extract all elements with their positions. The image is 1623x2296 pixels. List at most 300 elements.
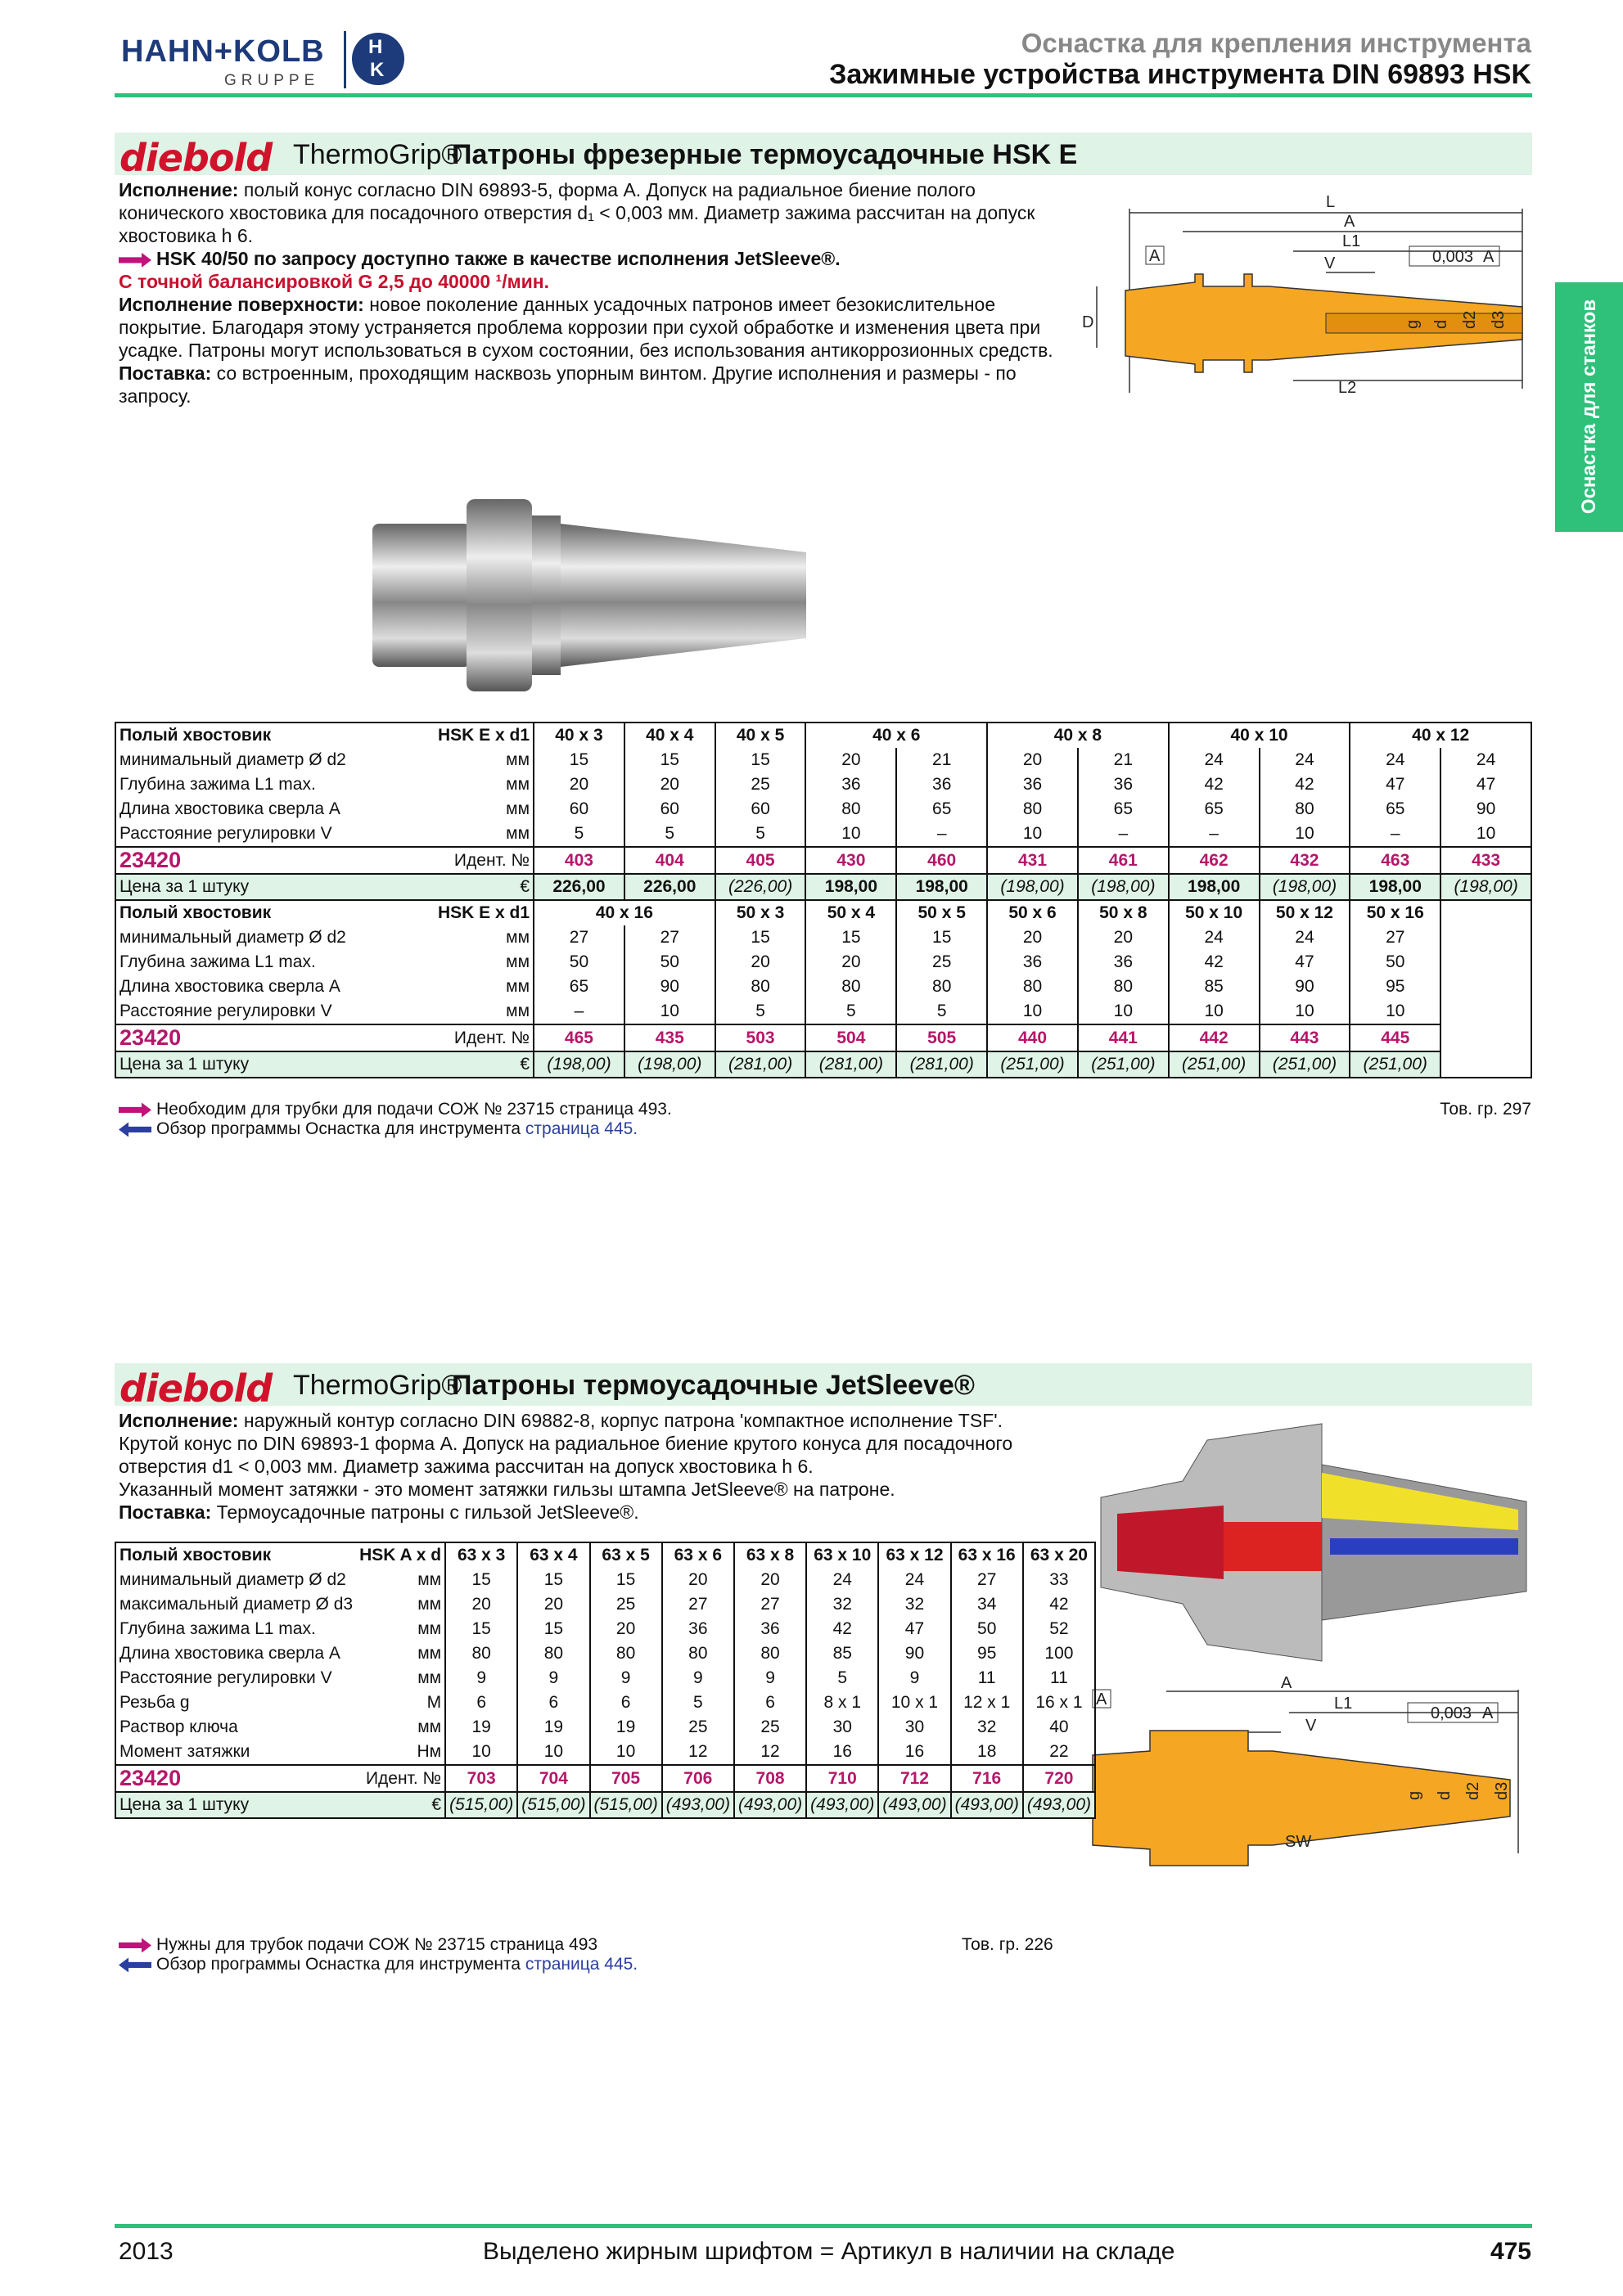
ident-number: 712 (878, 1765, 950, 1792)
table-cell: 27 (662, 1592, 734, 1617)
table-cell: 80 (1078, 975, 1169, 999)
column-header: 63 x 8 (734, 1542, 806, 1568)
ident-number: 461 (1078, 847, 1169, 874)
row-unit: мм (506, 775, 530, 794)
table-row (115, 1617, 1095, 1641)
p1-text: полый конус согласно DIN 69893-5, форма А. Допуск на радиальное биение полого конического хвостовика для посадочного отверстия d₁ < 0,003 мм. Диаметр зажима рассчитан на допуск хвостовика h 6. (119, 179, 1035, 246)
ident-number: 432 (1260, 847, 1350, 874)
table-cell: 24 (1440, 748, 1531, 772)
row-label: Расстояние регулировки V (119, 824, 332, 843)
table-cell: 20 (987, 748, 1078, 772)
section2-group: Тов. гр. 226 (962, 1935, 1053, 1954)
table-cell: 19 (445, 1715, 517, 1740)
table-cell: 20 (517, 1592, 589, 1617)
section2-note2 (119, 1955, 638, 1974)
table-cell: 6 (590, 1690, 662, 1715)
table-cell: 42 (1023, 1592, 1095, 1617)
table-cell: 15 (715, 925, 806, 950)
arrow-left-icon (119, 1122, 151, 1137)
article-number: 23420 (115, 847, 409, 874)
table-cell: 80 (715, 975, 806, 999)
table-row (115, 925, 1531, 950)
table-cell: 24 (1260, 748, 1350, 772)
table-cell: 15 (805, 925, 896, 950)
ident-number: 705 (590, 1765, 662, 1792)
column-header: 50 x 8 (1078, 900, 1169, 925)
table-cell: 8 x 1 (806, 1690, 878, 1715)
table-cell: 10 (1260, 822, 1350, 847)
table-cell: 47 (1260, 950, 1350, 975)
table-cell: 80 (987, 797, 1078, 822)
price-value: (198,00) (624, 1051, 715, 1078)
table-cell: 15 (590, 1568, 662, 1592)
price-value: 198,00 (1350, 874, 1440, 900)
row-label: Глубина зажима L1 max. (119, 1619, 316, 1638)
table-cell: 60 (534, 797, 624, 822)
thermogrip-logo: ThermoGrip® (293, 1370, 462, 1401)
row-label: максимальный диаметр Ø d3 (119, 1595, 354, 1614)
page-number: 475 (1490, 2238, 1531, 2265)
column-header: 63 x 4 (517, 1542, 589, 1568)
table-row (115, 822, 1531, 847)
price-value: (198,00) (1440, 874, 1531, 900)
price-label: Цена за 1 штуку (115, 1792, 356, 1818)
table-cell: 80 (590, 1641, 662, 1666)
table-row (115, 748, 1531, 772)
price-value: 226,00 (624, 874, 715, 900)
section1-description (119, 178, 1060, 407)
table-cell: 18 (951, 1740, 1023, 1765)
ident-label: Идент. № (356, 1765, 445, 1792)
note2-text: Обзор программы Оснастка для инструмента (156, 1955, 521, 1974)
table-cell: 80 (805, 975, 896, 999)
price-value: (515,00) (445, 1792, 517, 1818)
diebold-logo: diebold (119, 1366, 273, 1411)
table-cell: 9 (590, 1666, 662, 1690)
currency: € (409, 874, 534, 900)
tolerance: 0,003 (1431, 1704, 1472, 1722)
empty-cell (1440, 900, 1531, 1078)
table-cell: 36 (896, 772, 987, 797)
table-cell: 52 (1023, 1617, 1095, 1641)
table-cell: 32 (878, 1592, 950, 1617)
p1-text: наружный контур согласно DIN 69882-8, корпус патрона 'компактное исполнение TSF'. Крутой конус по DIN 69893-1 форма А. Допуск на радиальное биение крутого конуса для посадочного отверстия d1 < 0,003 мм. Диаметр зажима рассчитан на допуск хвостовика h 6. (119, 1410, 1013, 1477)
table-cell: 10 (624, 999, 715, 1024)
row-label: минимальный диаметр Ø d2 (119, 750, 346, 769)
ident-label: Идент. № (409, 1024, 534, 1051)
table-cell: 65 (1169, 797, 1260, 822)
page-category: Оснастка для крепления инструмента (1021, 28, 1531, 58)
column-header: 40 x 6 (805, 723, 987, 748)
section1-header (115, 133, 1532, 180)
table-cell: 32 (951, 1715, 1023, 1740)
price-value: (198,00) (987, 874, 1078, 900)
p4-label: Исполнение поверхности: (119, 294, 364, 315)
table-row (115, 1568, 1095, 1592)
row-unit: мм (417, 1668, 442, 1687)
price-value: (515,00) (590, 1792, 662, 1818)
dim-d2: d2 (1461, 310, 1479, 329)
tolerance: 0,003 (1432, 248, 1474, 266)
column-header: 50 x 5 (896, 900, 987, 925)
table-cell: 80 (896, 975, 987, 999)
table-cell: 20 (590, 1617, 662, 1641)
p3-text: Термоусадочные патроны с гильзой JetSleeve®. (216, 1501, 639, 1523)
ident-number: 720 (1023, 1765, 1095, 1792)
table-row (115, 1641, 1095, 1666)
ident-number: 708 (734, 1765, 806, 1792)
table-cell: 80 (517, 1641, 589, 1666)
table-row (115, 874, 1531, 900)
table-cell: 9 (878, 1666, 950, 1690)
ident-number: 716 (951, 1765, 1023, 1792)
table-cell: 36 (662, 1617, 734, 1641)
table-cell: 24 (806, 1568, 878, 1592)
table-cell: 60 (624, 797, 715, 822)
shrink-chuck-image (372, 491, 814, 704)
column-header: 63 x 5 (590, 1542, 662, 1568)
table-cell: – (1169, 822, 1260, 847)
table-cell: 36 (987, 772, 1078, 797)
table-cell: 100 (1023, 1641, 1095, 1666)
section2-description (119, 1409, 1060, 1524)
dim-L1: L1 (1334, 1695, 1353, 1713)
table-cell: 10 (987, 822, 1078, 847)
row-unit: HSK E x d1 (409, 900, 534, 925)
table-cell: 50 (1350, 950, 1440, 975)
price-value: (493,00) (734, 1792, 806, 1818)
table-cell: – (896, 822, 987, 847)
brand-sub: GRUPPE (224, 72, 320, 89)
column-header: 50 x 6 (987, 900, 1078, 925)
table-cell: 36 (734, 1617, 806, 1641)
row-label: Расстояние регулировки V (119, 1668, 332, 1687)
table-cell: 15 (517, 1617, 589, 1641)
row-label: Полый хвостовик (115, 1542, 356, 1568)
row-unit: Нм (417, 1742, 442, 1761)
section2-note1 (119, 1935, 597, 1955)
table-row (115, 723, 1531, 748)
dim-L2: L2 (1338, 379, 1357, 397)
table-cell: 24 (1260, 925, 1350, 950)
price-value: (493,00) (878, 1792, 950, 1818)
table-cell: 65 (1078, 797, 1169, 822)
column-header: 40 x 12 (1350, 723, 1531, 748)
ident-number: 462 (1169, 847, 1260, 874)
table-cell: 65 (1350, 797, 1440, 822)
table-cell: 5 (805, 999, 896, 1024)
p4-text: новое поколение данных усадочных патронов имеет безокислительное покрытие. Благодаря этому устраняется проблема коррозии при сухой обработке и изменения цвета при усадке. Патроны могут использоваться в сухом состоянии, без использования антикоррозионных средств. (119, 294, 1053, 361)
table-cell: – (1078, 822, 1169, 847)
row-label: Длина хвостовика сверла А (119, 977, 340, 996)
ident-number: 442 (1169, 1024, 1260, 1051)
row-unit: мм (506, 750, 530, 769)
dim-L: L (1326, 193, 1336, 211)
hahn-kolb-logo (121, 31, 416, 88)
side-tab (1555, 282, 1623, 532)
table-cell: 15 (517, 1568, 589, 1592)
table-cell: 25 (662, 1715, 734, 1740)
ident-number: 503 (715, 1024, 806, 1051)
table-cell: 10 (590, 1740, 662, 1765)
table-cell: 90 (878, 1641, 950, 1666)
table-cell: 20 (987, 925, 1078, 950)
table-cell: 27 (1350, 925, 1440, 950)
ident-number: 703 (445, 1765, 517, 1792)
jetsleeve-cutaway-image (1084, 1416, 1543, 1669)
price-value: (251,00) (1169, 1051, 1260, 1078)
ident-number: 403 (534, 847, 624, 874)
ident-number: 433 (1440, 847, 1531, 874)
p1-label: Исполнение: (119, 179, 239, 200)
price-value: (198,00) (1260, 874, 1350, 900)
table-cell: 30 (878, 1715, 950, 1740)
note1-text: Нужны для трубок подачи СОЖ № 23715 страница 493 (156, 1935, 598, 1954)
logo-divider (344, 31, 346, 88)
table-cell: 20 (805, 950, 896, 975)
price-value: (251,00) (1078, 1051, 1169, 1078)
ident-number: 405 (715, 847, 806, 874)
price-label: Цена за 1 штуку (115, 1051, 409, 1078)
table-cell: 24 (1169, 925, 1260, 950)
dim-SW: SW (1285, 1833, 1312, 1851)
table-cell: – (534, 999, 624, 1024)
table-cell: 22 (1023, 1740, 1095, 1765)
table-cell: 6 (445, 1690, 517, 1715)
table-cell: 20 (1078, 925, 1169, 950)
table-cell: 42 (1169, 772, 1260, 797)
column-header: 40 x 10 (1169, 723, 1350, 748)
table-cell: 20 (734, 1568, 806, 1592)
section1-table (115, 722, 1532, 1078)
row-unit: мм (417, 1619, 442, 1638)
diebold-logo: diebold (119, 136, 273, 180)
table-cell: 5 (662, 1690, 734, 1715)
dim-d: d (1436, 1790, 1454, 1800)
ident-number: 431 (987, 847, 1078, 874)
ref-box-a: A (1096, 1690, 1107, 1708)
currency: € (409, 1051, 534, 1078)
currency: € (356, 1792, 445, 1818)
ident-number: 435 (624, 1024, 715, 1051)
table-cell: 5 (806, 1666, 878, 1690)
ident-number: 465 (534, 1024, 624, 1051)
column-header: 63 x 16 (951, 1542, 1023, 1568)
price-value: 198,00 (1169, 874, 1260, 900)
table-cell: 24 (1350, 748, 1440, 772)
hk-emblem-icon (352, 33, 404, 85)
section1-note1 (119, 1100, 672, 1119)
column-header: 50 x 12 (1260, 900, 1350, 925)
row-unit: HSK E x d1 (409, 723, 534, 748)
column-header: 40 x 4 (624, 723, 715, 748)
section2-table (115, 1542, 1096, 1819)
p1-label: Исполнение: (119, 1410, 239, 1431)
table-cell: 16 (806, 1740, 878, 1765)
table-cell: 21 (896, 748, 987, 772)
price-value: 198,00 (896, 874, 987, 900)
arrow-right-icon (119, 1102, 151, 1117)
table-cell: 16 (878, 1740, 950, 1765)
p5-text: со встроенным, проходящим насквозь упорным винтом. Другие исполнения и размеры - по запросу. (119, 362, 1017, 407)
row-label: минимальный диаметр Ø d2 (119, 1570, 346, 1589)
dim-d: d (1432, 319, 1450, 329)
row-label: Расстояние регулировки V (119, 1002, 332, 1020)
row-unit: мм (506, 928, 530, 947)
dim-d3: d3 (1490, 310, 1508, 329)
p3-label: Поставка: (119, 1501, 212, 1523)
ident-number: 430 (805, 847, 896, 874)
row-unit: мм (506, 1002, 530, 1020)
article-number: 23420 (115, 1765, 356, 1792)
dim-g: g (1405, 1790, 1423, 1800)
side-tab-label: Оснастка для станков (1578, 299, 1600, 515)
table-cell: 40 (1023, 1715, 1095, 1740)
price-value: (251,00) (1260, 1051, 1350, 1078)
price-value: (281,00) (715, 1051, 806, 1078)
table-cell: 95 (1350, 975, 1440, 999)
table-row (115, 999, 1531, 1024)
table-row (115, 772, 1531, 797)
price-value: (493,00) (1023, 1792, 1095, 1818)
dim-d3: d3 (1493, 1781, 1511, 1800)
table-cell: 80 (1260, 797, 1350, 822)
p2-text: Указанный момент затяжки - это момент затяжки гильзы штампа JetSleeve® на патроне. (119, 1479, 895, 1500)
table-cell: 33 (1023, 1568, 1095, 1592)
article-number: 23420 (115, 1024, 409, 1051)
table-cell: 47 (1350, 772, 1440, 797)
table-cell: 36 (1078, 950, 1169, 975)
page-title: Зажимные устройства инструмента DIN 69893 HSK (829, 59, 1531, 90)
table-cell: 5 (896, 999, 987, 1024)
section1-group: Тов. гр. 297 (1440, 1100, 1531, 1119)
table-cell: 25 (734, 1715, 806, 1740)
page-link[interactable]: страница 445. (525, 1119, 638, 1138)
dim-g: g (1404, 319, 1422, 329)
table-cell: 34 (951, 1592, 1023, 1617)
price-value: 226,00 (534, 874, 624, 900)
header-rule (115, 93, 1532, 97)
dim-V: V (1305, 1717, 1317, 1735)
balance-note: С точной балансировкой G 2,5 до 40000 ¹/мин. (119, 271, 550, 292)
table-cell: 10 (1078, 999, 1169, 1024)
table-row (115, 1740, 1095, 1765)
ident-number: 441 (1078, 1024, 1169, 1051)
table-cell: 10 (1440, 822, 1531, 847)
row-label: Глубина зажима L1 max. (119, 775, 316, 794)
column-header: 50 x 16 (1350, 900, 1440, 925)
page-link[interactable]: страница 445. (525, 1955, 638, 1974)
table-cell: 24 (878, 1568, 950, 1592)
table-cell: 50 (624, 950, 715, 975)
table-cell: 95 (951, 1641, 1023, 1666)
price-value: (515,00) (517, 1792, 589, 1818)
table-cell: 36 (805, 772, 896, 797)
table-cell: 15 (534, 748, 624, 772)
dim-D: D (1082, 313, 1094, 331)
row-label: Раствор ключа (119, 1717, 238, 1736)
price-value: (493,00) (806, 1792, 878, 1818)
table-cell: 10 (445, 1740, 517, 1765)
column-header: 50 x 4 (805, 900, 896, 925)
ident-label: Идент. № (409, 847, 534, 874)
table-row (115, 1690, 1095, 1715)
table-cell: 50 (534, 950, 624, 975)
ident-number: 710 (806, 1765, 878, 1792)
column-header: 63 x 20 (1023, 1542, 1095, 1568)
price-value: (251,00) (1350, 1051, 1440, 1078)
dim-A: A (1344, 213, 1355, 231)
table-cell: 27 (951, 1568, 1023, 1592)
row-unit: мм (506, 824, 530, 843)
row-label: Длина хвостовика сверла А (119, 1644, 340, 1663)
table-cell: 15 (896, 925, 987, 950)
table-cell: 42 (1169, 950, 1260, 975)
table-cell: 90 (624, 975, 715, 999)
tolerance-ref: A (1482, 1704, 1494, 1722)
table-row (115, 1765, 1095, 1792)
column-header: 40 x 3 (534, 723, 624, 748)
ident-number: 505 (896, 1024, 987, 1051)
table-cell: 20 (662, 1568, 734, 1592)
table-cell: 9 (445, 1666, 517, 1690)
table-cell: 12 x 1 (951, 1690, 1023, 1715)
table-row (115, 950, 1531, 975)
table-cell: 32 (806, 1592, 878, 1617)
table-cell: 80 (734, 1641, 806, 1666)
column-header: 63 x 6 (662, 1542, 734, 1568)
table-cell: 27 (534, 925, 624, 950)
note1-text: Необходим для трубки для подачи СОЖ № 23715 страница 493. (156, 1100, 672, 1119)
table-cell: 19 (517, 1715, 589, 1740)
table-row (115, 900, 1531, 925)
table-cell: 20 (805, 748, 896, 772)
table-cell: 85 (1169, 975, 1260, 999)
table-row (115, 847, 1531, 874)
table-cell: 60 (715, 797, 806, 822)
table-cell: 24 (1169, 748, 1260, 772)
section1-dimension-diagram (1080, 184, 1547, 401)
footer-year: 2013 (119, 2238, 174, 2265)
table-cell: 5 (715, 822, 806, 847)
price-label: Цена за 1 штуку (115, 874, 409, 900)
table-row (115, 1792, 1095, 1818)
table-cell: 20 (624, 772, 715, 797)
price-value: (493,00) (951, 1792, 1023, 1818)
ident-number: 445 (1350, 1024, 1440, 1051)
table-cell: 10 (517, 1740, 589, 1765)
row-label: минимальный диаметр Ø d2 (119, 928, 346, 947)
ident-number: 706 (662, 1765, 734, 1792)
table-cell: 15 (624, 748, 715, 772)
table-cell: 27 (624, 925, 715, 950)
table-cell: 80 (805, 797, 896, 822)
footer-rule (115, 2224, 1532, 2228)
row-unit: мм (506, 977, 530, 996)
column-header: 63 x 10 (806, 1542, 878, 1568)
table-cell: 25 (590, 1592, 662, 1617)
table-cell: 9 (734, 1666, 806, 1690)
table-cell: 5 (534, 822, 624, 847)
table-cell: 6 (734, 1690, 806, 1715)
table-cell: 15 (445, 1617, 517, 1641)
row-unit: мм (417, 1570, 442, 1589)
table-cell: 80 (987, 975, 1078, 999)
table-cell: 42 (806, 1617, 878, 1641)
row-unit: мм (506, 952, 530, 971)
table-cell: 42 (1260, 772, 1350, 797)
row-label: Резьба g (119, 1693, 190, 1712)
